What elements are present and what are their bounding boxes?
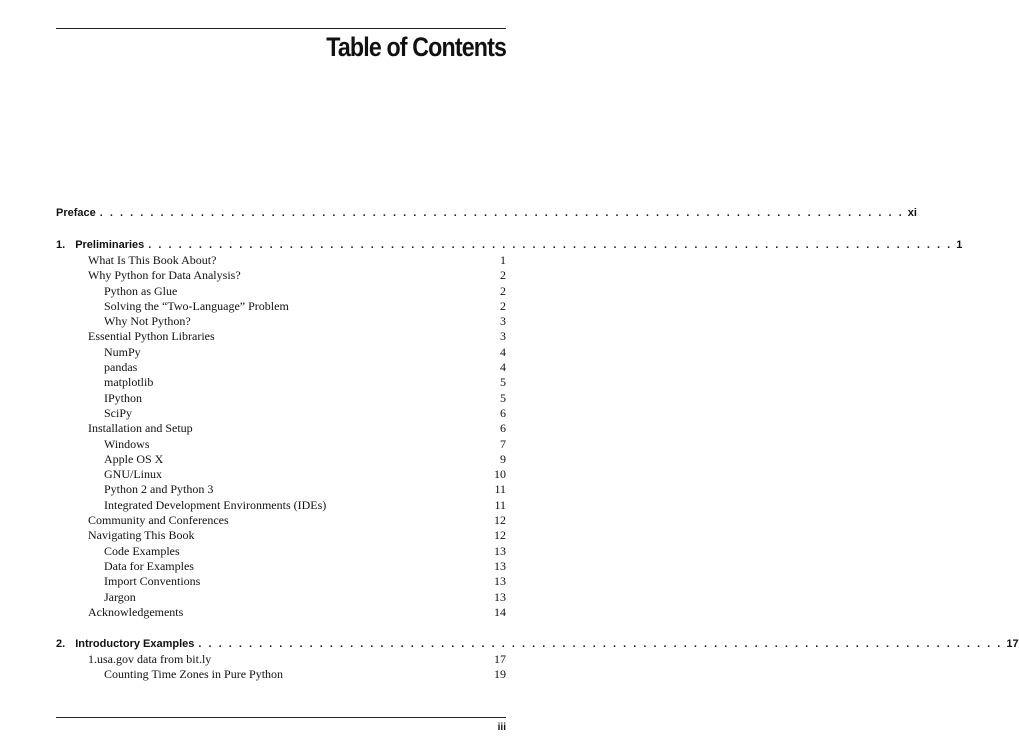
table-of-contents — [56, 205, 1019, 683]
toc-subsection[interactable] — [56, 299, 506, 314]
entry-title: Code Examples — [104, 543, 180, 558]
entry-page: 19 — [494, 667, 506, 682]
entry-page: 6 — [500, 405, 506, 420]
toc-preface[interactable] — [56, 205, 917, 221]
toc-subsection[interactable] — [56, 467, 506, 482]
toc-chapter[interactable] — [56, 237, 963, 253]
entry-title: Community and Conferences — [88, 513, 229, 528]
toc-subsection[interactable] — [56, 559, 506, 574]
chapter-title: Introductory Examples — [75, 638, 195, 651]
entry-page: 12 — [494, 528, 506, 543]
toc-subsection[interactable] — [56, 391, 506, 406]
entry-page: 6 — [500, 421, 506, 436]
entry-title: Navigating This Book — [88, 528, 195, 543]
entry-page: 7 — [500, 436, 506, 451]
entry-page: 5 — [500, 375, 506, 390]
entry-page: 13 — [494, 589, 506, 604]
entry-title: Why Python for Data Analysis? — [88, 268, 241, 283]
entry-page: 10 — [494, 467, 506, 482]
entry-title: IPython — [104, 390, 143, 405]
entry-page: 11 — [494, 482, 506, 497]
toc-subsection[interactable] — [56, 314, 506, 329]
entry-page: 11 — [494, 497, 506, 512]
toc-section[interactable] — [56, 329, 506, 344]
entry-page: 14 — [494, 604, 506, 619]
entry-title: SciPy — [104, 405, 133, 420]
entry-title: Acknowledgements — [88, 604, 184, 619]
chapter-number: 1. — [56, 239, 66, 251]
entry-page: 4 — [500, 344, 506, 359]
toc-section[interactable] — [56, 652, 506, 667]
entry-title: Essential Python Libraries — [88, 329, 215, 344]
entry-title: Solving the “Two-Language” Problem — [104, 298, 289, 313]
entry-title: Windows — [104, 436, 150, 451]
entry-title: Installation and Setup — [88, 421, 193, 436]
toc-chapters — [56, 221, 1019, 683]
entry-page: 3 — [500, 329, 506, 344]
toc-section[interactable] — [56, 605, 506, 620]
entry-title: Jargon — [104, 589, 136, 604]
chapter-number: 2. — [56, 638, 66, 651]
entry-title: matplotlib — [104, 375, 154, 390]
dot-leader: . . . . . . . . . . . . . . . . . . . . . . . . . . . . . . . . . . . . . . . . . . . . . . . . . . . . . . . . . . . . . . . . . . . . . . . . . . . . . . . . — [99, 207, 904, 219]
entry-page: 5 — [500, 390, 506, 405]
toc-subsection[interactable] — [56, 590, 506, 605]
entry-page: 9 — [500, 451, 506, 466]
entry-title: 1.usa.gov data from bit.ly — [88, 652, 212, 667]
toc-section[interactable] — [56, 268, 506, 283]
entry-page: 13 — [494, 574, 506, 589]
entry-page: 1 — [500, 253, 506, 267]
entry-page: 13 — [494, 543, 506, 558]
toc-chapter[interactable] — [56, 636, 1019, 652]
toc-section[interactable] — [56, 528, 506, 543]
entry-page: 4 — [500, 360, 506, 375]
entry-title: GNU/Linux — [104, 467, 162, 482]
entry-title: Python as Glue — [104, 283, 178, 298]
entry-page: 17 — [494, 652, 506, 667]
dot-leader: . . . . . . . . . . . . . . . . . . . . . . . . . . . . . . . . . . . . . . . . . . . . . . . . . . . . . . . . . . . . . . . . . . . . . . . . . . . . . . . . — [198, 638, 1003, 651]
toc-subsection[interactable] — [56, 667, 506, 682]
entry-title: Why Not Python? — [104, 314, 191, 329]
entry-page: 12 — [494, 513, 506, 528]
toc-subsection[interactable] — [56, 375, 506, 390]
entry-page: 13 — [494, 558, 506, 573]
entry-page: 2 — [500, 283, 506, 298]
chapter-page: 1 — [956, 239, 963, 251]
toc-subsection[interactable] — [56, 437, 506, 452]
page-title: Table of Contents — [326, 32, 506, 62]
entry-title: Data for Examples — [104, 558, 194, 573]
entry-page: 2 — [500, 298, 506, 313]
chapter-page: 17 — [1006, 638, 1019, 651]
entry-title: Integrated Development Environments (IDEs) — [104, 497, 327, 512]
entry-title: pandas — [104, 360, 138, 375]
chapter-title: Preliminaries — [75, 239, 145, 251]
toc-subsection[interactable] — [56, 360, 506, 375]
entry-title: Import Conventions — [104, 574, 201, 589]
chapter-spacer — [56, 221, 506, 237]
entry-title: What Is This Book About? — [88, 253, 217, 267]
toc-section[interactable] — [56, 421, 506, 436]
entry-page: 3 — [500, 314, 506, 329]
toc-subsection[interactable] — [56, 452, 506, 467]
chapter-spacer — [56, 620, 506, 636]
toc-subsection[interactable] — [56, 345, 506, 360]
toc-subsection[interactable] — [56, 284, 506, 299]
toc-subsection[interactable] — [56, 544, 506, 559]
top-rule — [56, 28, 506, 29]
bottom-rule — [56, 717, 506, 718]
toc-subsection[interactable] — [56, 574, 506, 589]
toc-section[interactable] — [56, 253, 506, 268]
entry-title: Counting Time Zones in Pure Python — [104, 667, 284, 682]
toc-subsection[interactable] — [56, 482, 506, 497]
entry-page: 2 — [500, 268, 506, 283]
toc-subsection[interactable] — [56, 406, 506, 421]
toc-preface-label: Preface — [56, 207, 96, 219]
entry-title: NumPy — [104, 344, 141, 359]
toc-section[interactable] — [56, 513, 506, 528]
toc-subsection[interactable] — [56, 498, 506, 513]
page-number: iii — [497, 722, 506, 733]
dot-leader: . . . . . . . . . . . . . . . . . . . . . . . . . . . . . . . . . . . . . . . . . . . . . . . . . . . . . . . . . . . . . . . . . . . . . . . . . . . . . . . . — [148, 239, 953, 251]
entry-title: Python 2 and Python 3 — [104, 482, 214, 497]
toc-preface-page: xi — [907, 207, 917, 219]
entry-title: Apple OS X — [104, 451, 164, 466]
